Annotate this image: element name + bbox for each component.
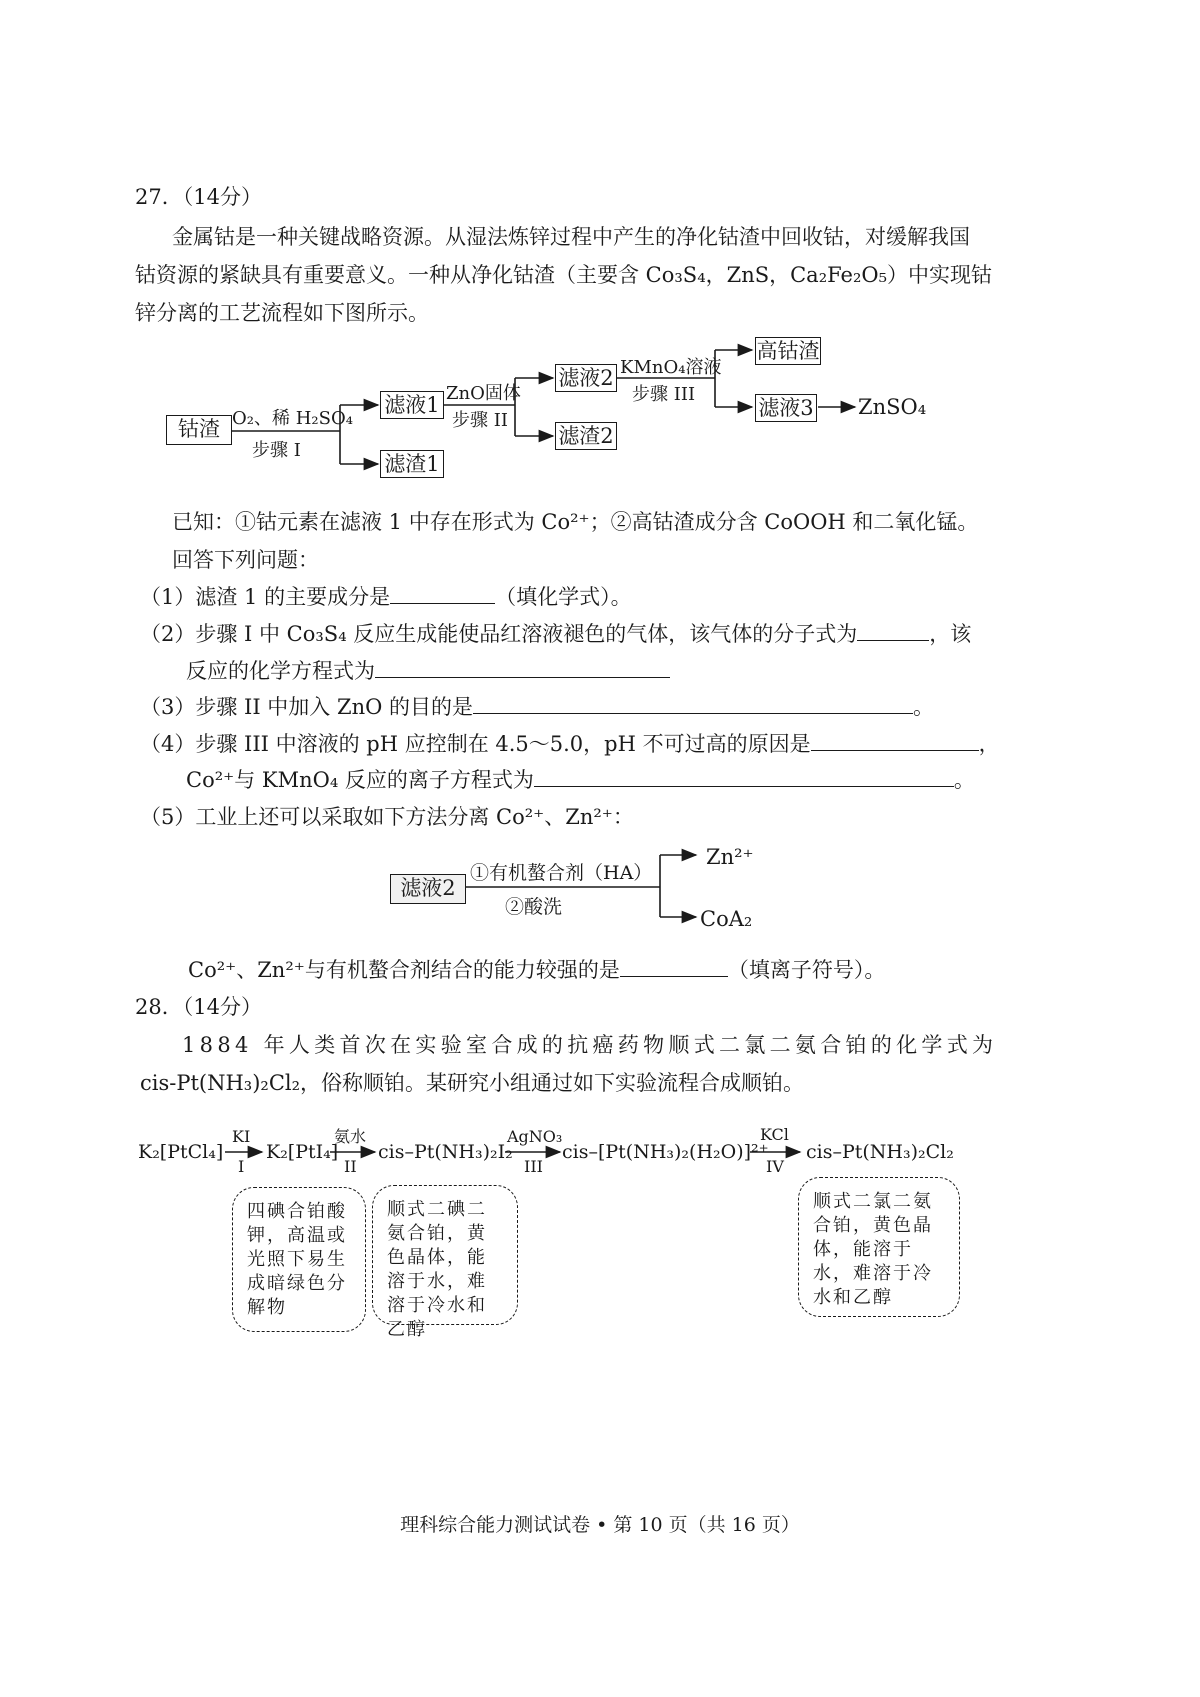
q28-flow-c1: K₂[PtCl₄] xyxy=(138,1141,224,1163)
answer-blank[interactable] xyxy=(375,657,670,678)
q28-note-ptI4: 四碘合铂酸钾，高温或光照下易生成暗绿色分解物 xyxy=(232,1187,366,1332)
q27-sub5: （5）工业上还可以采取如下方法分离 Co²⁺、Zn²⁺： xyxy=(140,805,634,829)
q27-sub4-line2: Co²⁺与 KMnO₄ 反应的离子方程式为 。 xyxy=(186,768,975,792)
answer-blank[interactable] xyxy=(534,766,954,787)
flow-box-filtrate2: 滤液2 xyxy=(555,364,617,392)
answer-blank[interactable] xyxy=(390,583,495,604)
answer-blank[interactable] xyxy=(473,693,913,714)
q27-intro-line3: 锌分离的工艺流程如下图所示。 xyxy=(135,301,429,325)
q27-sub1: （1）滤渣 1 的主要成分是 （填化学式）。 xyxy=(140,585,632,609)
q27-sub5-tail: Co²⁺、Zn²⁺与有机螯合剂结合的能力较强的是 （填离子符号）。 xyxy=(188,958,886,982)
q28-flow-r3: AgNO₃ xyxy=(507,1127,563,1146)
flow-box-filtrate3: 滤液3 xyxy=(755,394,817,422)
q28-note-ptI2: 顺式二碘二氨合铂，黄色晶体，能溶于水，难溶于冷水和乙醇 xyxy=(372,1185,518,1325)
flow-box-residue1: 滤渣1 xyxy=(380,450,444,478)
q27-sub3: （3）步骤 II 中加入 ZnO 的目的是 。 xyxy=(140,695,934,719)
q28-intro-line1: 1884 年人类首次在实验室合成的抗癌药物顺式二氯二氨合铂的化学式为 xyxy=(182,1033,998,1057)
q28-flow-r4: KCl xyxy=(760,1125,789,1144)
q28-flow-r1: KI xyxy=(232,1127,251,1146)
q27-intro-line2: 钴资源的紧缺具有重要意义。一种从净化钴渣（主要含 Co₃S₄，ZnS，Ca₂Fe₂O₅）中实现钴 xyxy=(135,263,993,287)
answer-blank[interactable] xyxy=(811,730,979,751)
q28-note-ptCl2: 顺式二氯二氨合铂，黄色晶体，能溶于水，难溶于冷水和乙醇 xyxy=(798,1177,960,1317)
flow-step1: 步骤 I xyxy=(252,440,301,461)
q27-sub4: （4）步骤 III 中溶液的 pH 应控制在 4.5～5.0，pH 不可过高的原因是 ， xyxy=(140,732,1000,756)
flow2-box-filtrate2: 滤液2 xyxy=(390,874,466,904)
q27-known: 已知：①钴元素在滤液 1 中存在形式为 Co²⁺；②高钴渣成分含 CoOOH 和二氧化锰。 xyxy=(172,510,979,534)
flow-step3: 步骤 III xyxy=(632,384,696,405)
flow2-out-bottom: CoA₂ xyxy=(700,907,753,931)
flow-box-high-cobalt: 高钴渣 xyxy=(756,339,820,363)
flow2-reagent-top: ①有机螯合剂（HA） xyxy=(470,862,653,884)
q27-sub2: （2）步骤 I 中 Co₃S₄ 反应生成能使品红溶液褪色的气体，该气体的分子式为 ，该 xyxy=(140,622,972,646)
page-footer: 理科综合能力测试试卷 • 第 10 页（共 16 页） xyxy=(400,1514,800,1536)
flow2-reagent-bottom: ②酸洗 xyxy=(505,896,563,918)
flow-step2: 步骤 II xyxy=(452,410,508,431)
flow-box-residue2: 滤渣2 xyxy=(555,422,617,450)
flow-reagent3: KMnO₄溶液 xyxy=(620,357,722,378)
q27-answer-prompt: 回答下列问题： xyxy=(172,548,319,572)
q28-flow-s3: III xyxy=(524,1157,543,1176)
q28-header: 28．（14分） xyxy=(135,995,262,1019)
q28-flow-s4: IV xyxy=(766,1157,784,1176)
flow-reagent1: O₂、稀 H₂SO₄ xyxy=(232,408,353,429)
q28-flow-c2: K₂[PtI₄] xyxy=(266,1141,339,1163)
answer-blank[interactable] xyxy=(857,620,929,641)
answer-blank[interactable] xyxy=(620,956,728,977)
flow-product: ZnSO₄ xyxy=(858,395,927,419)
flow-box-cobalt-residue: 钴渣 xyxy=(166,415,232,445)
q28-flow-r2: 氨水 xyxy=(334,1127,367,1146)
q28-intro-line2: cis-Pt(NH₃)₂Cl₂，俗称顺铂。某研究小组通过如下实验流程合成顺铂。 xyxy=(140,1071,805,1095)
q28-flow-c4: cis–[Pt(NH₃)₂(H₂O)]²⁺ xyxy=(562,1141,769,1163)
flow-box-filtrate1: 滤液1 xyxy=(380,391,444,419)
q27-header: 27．（14分） xyxy=(135,185,262,209)
flow-reagent2: ZnO固体 xyxy=(446,383,521,404)
q28-flow-c3: cis–Pt(NH₃)₂I₂ xyxy=(378,1141,513,1163)
q28-flow-c5: cis–Pt(NH₃)₂Cl₂ xyxy=(806,1141,954,1163)
flow2-out-top: Zn²⁺ xyxy=(706,845,754,869)
q28-flow-s1: I xyxy=(238,1157,245,1176)
q28-flow-s2: II xyxy=(344,1157,357,1176)
q27-intro-line1: 金属钴是一种关键战略资源。从湿法炼锌过程中产生的净化钴渣中回收钴，对缓解我国 xyxy=(172,225,970,249)
q27-sub2-line2: 反应的化学方程式为 xyxy=(186,656,670,686)
